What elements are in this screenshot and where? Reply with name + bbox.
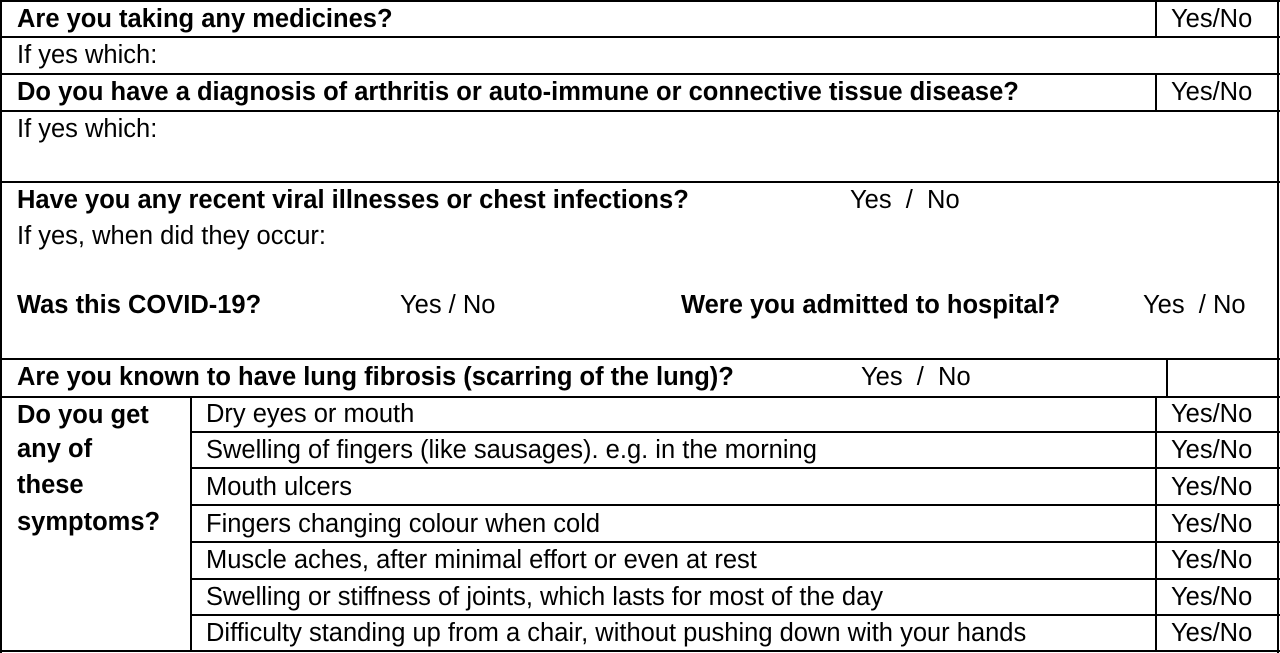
symptom-label: Difficulty standing up from a chair, without pushing down with your hands	[206, 619, 1027, 647]
symptom-answer[interactable]: Yes/No	[1171, 546, 1253, 574]
hospital-answer[interactable]: Yes / No	[1143, 291, 1246, 319]
symptom-divider	[190, 614, 1280, 616]
symptoms-heading-line: Do you get	[17, 401, 149, 429]
symptom-label: Swelling or stiffness of joints, which lasts for most of the day	[206, 583, 883, 611]
medicines-question: Are you taking any medicines?	[17, 5, 393, 33]
symptom-answer[interactable]: Yes/No	[1171, 583, 1253, 611]
viral-followup-label: If yes, when did they occur:	[17, 222, 326, 250]
viral-question: Have you any recent viral illnesses or chest infections?	[17, 186, 689, 214]
row-divider	[0, 396, 1280, 398]
row-divider	[0, 110, 1280, 112]
medicines-answer[interactable]: Yes/No	[1171, 5, 1253, 33]
border-top	[0, 0, 1280, 2]
fibrosis-cell-divider	[1166, 359, 1168, 397]
symptom-label: Swelling of fingers (like sausages). e.g. in the morning	[206, 436, 817, 464]
answer-column-divider	[1155, 0, 1157, 37]
symptoms-heading-line: symptoms?	[17, 508, 161, 536]
diagnosis-question: Do you have a diagnosis of arthritis or auto-immune or connective tissue disease?	[17, 78, 1019, 106]
fibrosis-answer[interactable]: Yes / No	[861, 363, 971, 391]
row-divider	[0, 358, 1280, 360]
symptoms-heading-line: any of	[17, 435, 93, 463]
row-divider	[0, 181, 1280, 183]
border-left	[0, 0, 2, 653]
hospital-question: Were you admitted to hospital?	[681, 291, 1061, 319]
symptom-label: Mouth ulcers	[206, 473, 352, 501]
symptom-label: Muscle aches, after minimal effort or even at rest	[206, 546, 757, 574]
symptom-divider	[190, 578, 1280, 580]
covid-answer[interactable]: Yes / No	[400, 291, 496, 319]
symptoms-heading-line: these	[17, 471, 84, 499]
symptom-answer[interactable]: Yes/No	[1171, 619, 1253, 647]
answer-column-divider	[1155, 397, 1157, 651]
diagnosis-followup-label: If yes which:	[17, 115, 158, 143]
symptom-divider	[190, 541, 1280, 543]
fibrosis-question: Are you known to have lung fibrosis (scarring of the lung)?	[17, 363, 734, 391]
row-divider	[0, 36, 1280, 38]
border-bottom	[0, 650, 1280, 652]
symptom-label: Fingers changing colour when cold	[206, 510, 601, 538]
symptom-divider	[190, 431, 1280, 433]
covid-question: Was this COVID-19?	[17, 291, 262, 319]
symptom-answer[interactable]: Yes/No	[1171, 510, 1253, 538]
medicines-followup-label: If yes which:	[17, 41, 158, 69]
symptom-answer[interactable]: Yes/No	[1171, 400, 1253, 428]
symptom-divider	[190, 467, 1280, 469]
viral-answer[interactable]: Yes / No	[850, 186, 960, 214]
diagnosis-answer[interactable]: Yes/No	[1171, 78, 1253, 106]
symptom-label: Dry eyes or mouth	[206, 400, 415, 428]
border-right	[1277, 0, 1279, 653]
answer-column-divider	[1155, 74, 1157, 111]
symptom-answer[interactable]: Yes/No	[1171, 473, 1253, 501]
symptom-answer[interactable]: Yes/No	[1171, 436, 1253, 464]
symptom-heading-divider	[190, 397, 192, 651]
row-divider	[0, 73, 1280, 75]
symptom-divider	[190, 504, 1280, 506]
